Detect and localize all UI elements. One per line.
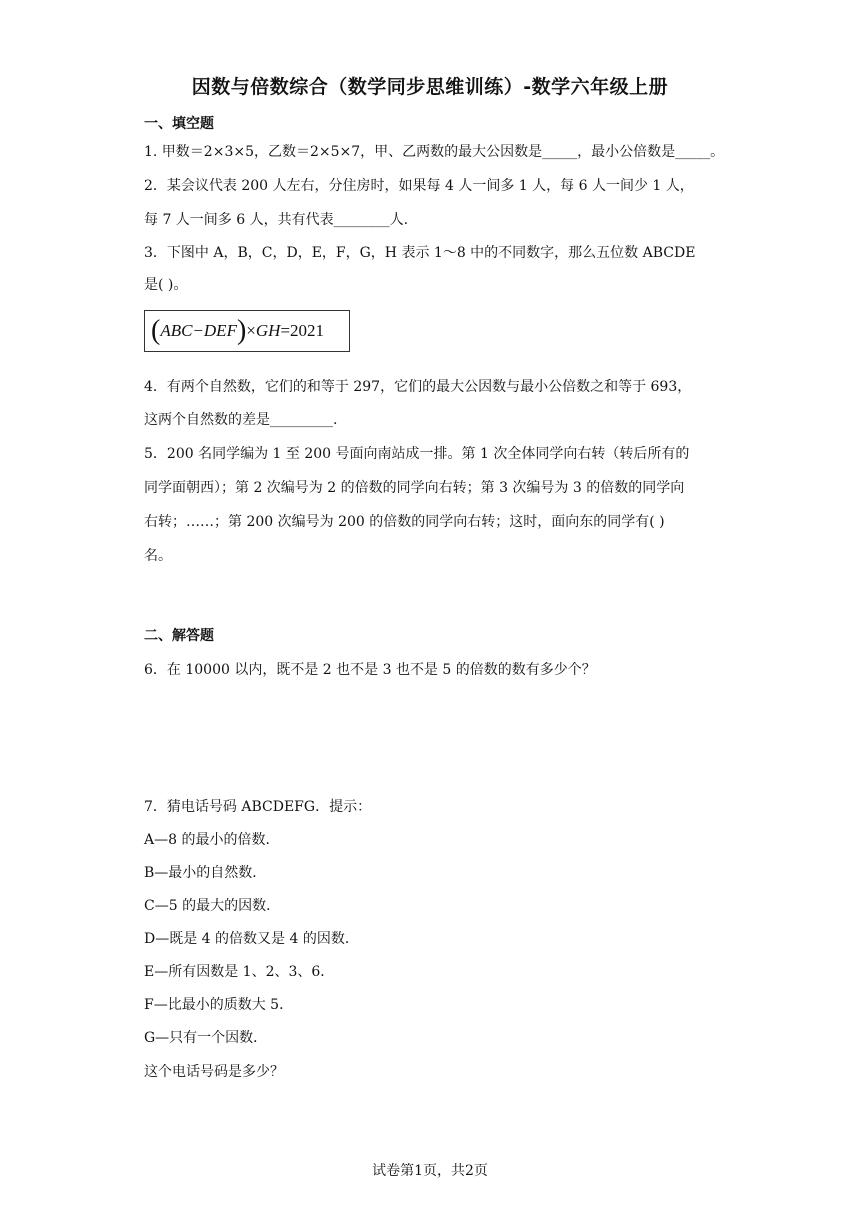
question-7-line-1: 7．猜电话号码 ABCDEFG．提示：: [144, 799, 372, 815]
question-2-line-1: 2．某会议代表 200 人左右，分住房时，如果每 4 人一间多 1 人，每 6 人一间少 1 人，: [144, 178, 694, 194]
question-6-line-1: 6．在 10000 以内，既不是 2 也不是 3 也不是 5 的倍数的数有多少个？: [144, 662, 596, 678]
question-5-line-3: 右转；……；第 200 次编号为 200 的倍数的同学向右转；这时，面向东的同学有( ): [144, 514, 665, 530]
question-7-hint-g: G—只有一个因数．: [144, 1030, 268, 1046]
question-7-hint-c: C—5 的最大的因数．: [144, 898, 281, 914]
question-2-line-2: 每 7 人一间多 6 人，共有代表________人.: [144, 212, 409, 228]
question-7-hint-e: E—所有因数是 1、2、3、6．: [144, 964, 335, 980]
formula-result: =2021: [280, 321, 325, 340]
question-3-formula: [144, 310, 350, 352]
question-7-question: 这个电话号码是多少？: [144, 1064, 284, 1080]
section-heading-fill-blank: 一、填空题: [144, 116, 214, 132]
question-3-line-2: 是( )。: [144, 277, 188, 293]
formula-expression: ABC−DEF: [160, 321, 237, 340]
question-4-line-1: 4．有两个自然数，它们的和等于 297，它们的最大公因数与最小公倍数之和等于 693，: [144, 379, 692, 395]
formula-open-paren: (: [151, 315, 161, 346]
formula-times: ×: [246, 321, 256, 340]
page-title: 因数与倍数综合（数学同步思维训练）-数学六年级上册: [191, 76, 669, 98]
question-5-line-1: 5．200 名同学编为 1 至 200 号面向南站成一排。第 1 次全体同学向右转（转后所有的: [144, 446, 690, 462]
question-5-line-2: 同学面朝西）；第 2 次编号为 2 的倍数的同学向右转；第 3 次编号为 3 的倍数的同学向: [144, 480, 685, 496]
question-4-line-2: 这两个自然数的差是_________.: [144, 412, 338, 428]
question-7-hint-d: D—既是 4 的倍数又是 4 的因数．: [144, 931, 359, 947]
question-5-line-4: 名。: [144, 548, 172, 564]
question-1-line-1: 1. 甲数＝2×3×5，乙数＝2×5×7，甲、乙两数的最大公因数是_____，最小公倍数是_____。: [144, 144, 725, 160]
formula-close-paren: ): [236, 315, 247, 346]
question-7-hint-b: B—最小的自然数．: [144, 865, 267, 881]
question-7-hint-f: F—比最小的质数大 5．: [144, 997, 294, 1013]
question-7-hint-a: A—8 的最小的倍数．: [144, 832, 280, 848]
formula-variable: GH: [255, 321, 281, 340]
section-heading-solve: 二、解答题: [144, 628, 214, 644]
question-3-line-1: 3．下图中 A，B，C，D，E，F，G，H 表示 1～8 中的不同数字，那么五位数 ABCDE: [144, 245, 696, 261]
page-footer: 试卷第1页，共2页: [372, 1163, 488, 1179]
